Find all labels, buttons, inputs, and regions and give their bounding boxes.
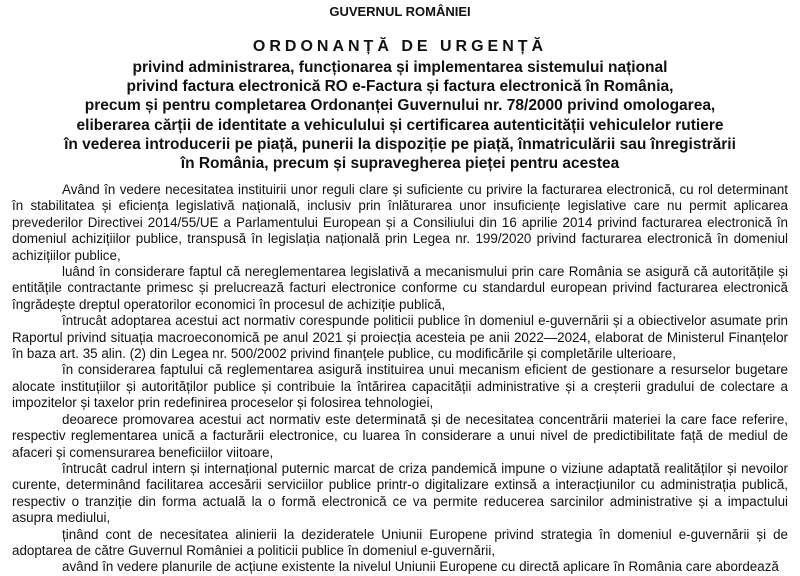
- preamble-paragraph: în considerarea faptului că reglementarea asigură instituirea unui mecanism eficient de gestionare a resurselor bugetare alocate instituțiilor și autorităților publice și contribuie la întărirea capacității administrative și a creșterii gradului de colectare a impozitelor și taxelor prin redefinirea proceselor și folosirea tehnologiei,: [12, 362, 788, 411]
- subtitle-line: în România, precum și supravegherea pieței pentru acestea: [180, 155, 620, 173]
- preamble-paragraph: ținând cont de necesitatea alinierii la dezideratele Uniunii Europene privind strategia în domeniul e-guvernării și de adoptarea de către Guvernul României a politicii publice în domeniul e-guvernării,: [12, 526, 788, 558]
- preamble-paragraph: întrucât adoptarea acestui act normativ corespunde politicii publice în domeniul e-guvernării și a obiectivelor asumate prin Raportul privind situația macroeconomică pe anul 2021 și proiecția acesteia pe anii 2022—2024, elaborat de Ministerul Finanțelor în baza art. 35 alin. (2) din Legea nr. 500/2002 privind finanțele publice, cu modificările și completările ulterioare,: [12, 313, 788, 362]
- preamble-paragraph: având în vedere planurile de acțiune existente la nivelul Uniunii Europene cu directă aplicare în România care abordează: [62, 559, 779, 575]
- document-body: [12, 182, 788, 576]
- subtitle-line: privind administrarea, funcționarea și implementarea sistemului național: [132, 59, 668, 76]
- subtitle-line: precum și pentru completarea Ordonanței Guvernului nr. 78/2000 privind omologarea,: [84, 97, 716, 115]
- subtitle-line: privind factura electronică RO e-Factura și factura electronică în România,: [126, 78, 674, 96]
- document-subtitle: [0, 58, 800, 173]
- preamble-paragraph: deoarece promovarea acestui act normativ este determinată și de necesitatea concentrării materiei la care face referire, respectiv reglementarea unică a facturării electronice, cu luarea în considerare a unui nivel de predictibilitate față de mediul de afaceri și comensurarea beneficiilor viitoare,: [12, 411, 788, 460]
- government-header: GUVERNUL ROMÂNIEI: [329, 4, 471, 19]
- subtitle-line: în vederea introducerii pe piață, punerii la dispoziție pe piață, înmatriculării sau înregistrării: [64, 135, 736, 153]
- preamble-paragraph: Având în vedere necesitatea instituirii unor reguli clare și suficiente cu privire la facturarea electronică, cu rol determinant în stabilitatea și eficiența legislativă națională, inclusiv prin înlăturarea unor insuficiențe legislative care nu permit aplicarea prevederilor Directivei 2014/55/UE a Parlamentului European și a Consiliului din 16 aprilie 2014 privind facturarea electronică în domeniul achizițiilor publice, transpusă în legislația națională prin Legea nr. 199/2020 privind facturarea electronică în domeniul achizițiilor publice,: [12, 182, 788, 263]
- document-title: ORDONANȚĂ DE URGENȚĂ: [252, 38, 548, 55]
- subtitle-line: eliberarea cărții de identitate a vehiculului și certificarea autenticității vehiculelor rutiere: [76, 116, 724, 134]
- preamble-paragraph: întrucât cadrul intern și internațional puternic marcat de criza pandemică impune o viziune adaptată realităților și nevoilor curente, determinând facilitarea accesării serviciilor publice printr-o digitalizare extinsă a interacțiunilor cu administrația publică, respectiv o tranziție din forma actuală la o formă electronică ce va permite reducerea sarcinilor administrative și a impactului asupra mediului,: [12, 460, 788, 526]
- preamble-paragraph: luând în considerare faptul că nereglementarea legislativă a mecanismului prin care România se asigură că autoritățile și entitățile contractante primesc și prelucrează facturi electronice conforme cu standardul european privind facturarea electronică îngrădește dreptul operatorilor economici în procesul de achiziție publică,: [12, 264, 788, 312]
